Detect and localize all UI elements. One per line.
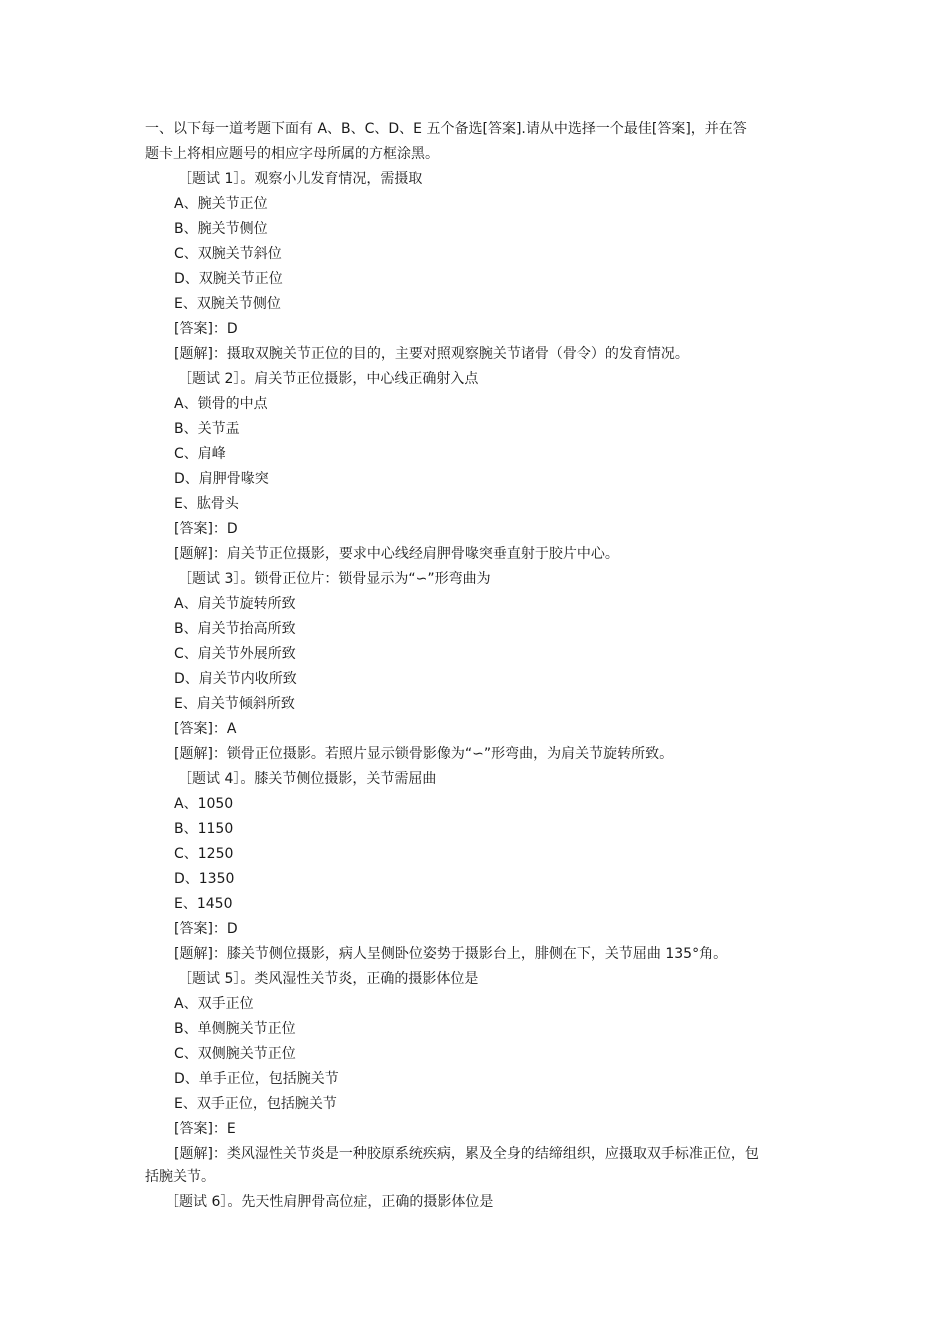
intro-line-1: 一、以下每一道考题下面有 A、B、C、D、E 五个备选[答案].请从中选择一个最佳[答案]，并在答 [145,121,747,137]
question-4-option-d: D、1350 [174,871,235,887]
question-2-answer: [答案]：D [174,521,238,537]
question-1-option-d: D、双腕关节正位 [174,271,283,287]
question-1-answer: [答案]：D [174,321,238,337]
question-2-stem: ［题试 2］。肩关节正位摄影，中心线正确射入点 [178,371,479,387]
question-1-option-e: E、双腕关节侧位 [174,296,281,312]
question-2-option-c: C、肩峰 [174,446,226,462]
question-4-explanation: [题解]：膝关节侧位摄影，病人呈侧卧位姿势于摄影台上，腓侧在下，关节屈曲 135°角。 [174,946,728,962]
question-1-option-b: B、腕关节侧位 [174,221,268,237]
question-3-option-b: B、肩关节抬高所致 [174,621,296,637]
question-5-option-b: B、单侧腕关节正位 [174,1021,296,1037]
question-5-answer: [答案]：E [174,1121,236,1137]
question-1-stem: ［题试 1］。观察小儿发育情况，需摄取 [178,171,423,187]
question-5-explanation-cont: 括腕关节。 [145,1169,215,1185]
question-3-option-a: A、肩关节旋转所致 [174,596,296,612]
question-5-option-c: C、双侧腕关节正位 [174,1046,296,1062]
question-4-option-c: C、1250 [174,846,234,862]
question-3-answer: [答案]：A [174,721,237,737]
question-5-option-a: A、双手正位 [174,996,254,1012]
question-3-option-c: C、肩关节外展所致 [174,646,296,662]
question-2-option-e: E、肱骨头 [174,496,239,512]
question-5-option-d: D、单手正位，包括腕关节 [174,1071,339,1087]
question-3-option-d: D、肩关节内收所致 [174,671,297,687]
question-3-stem: ［题试 3］。锁骨正位片：锁骨显示为“∽”形弯曲为 [178,571,491,587]
question-1-option-c: C、双腕关节斜位 [174,246,282,262]
question-1-option-a: A、腕关节正位 [174,196,268,212]
question-6-stem: ［题试 6］。先天性肩胛骨高位症，正确的摄影体位是 [165,1194,494,1210]
question-2-option-a: A、锁骨的中点 [174,396,268,412]
question-4-stem: ［题试 4］。膝关节侧位摄影，关节需屈曲 [178,771,437,787]
question-5-option-e: E、双手正位，包括腕关节 [174,1096,337,1112]
question-3-option-e: E、肩关节倾斜所致 [174,696,295,712]
question-2-option-d: D、肩胛骨喙突 [174,471,269,487]
question-1-explanation: [题解]：摄取双腕关节正位的目的，主要对照观察腕关节诸骨（骨令）的发育情况。 [174,346,689,362]
question-4-option-a: A、1050 [174,796,234,812]
question-2-option-b: B、关节盂 [174,421,240,437]
question-4-answer: [答案]：D [174,921,238,937]
question-5-explanation: [题解]：类风湿性关节炎是一种胶原系统疾病，累及全身的结缔组织，应摄取双手标准正位，包 [174,1146,759,1162]
question-4-option-e: E、1450 [174,896,233,912]
question-3-explanation: [题解]：锁骨正位摄影。若照片显示锁骨影像为“∽”形弯曲，为肩关节旋转所致。 [174,746,674,762]
question-5-stem: ［题试 5］。类风湿性关节炎，正确的摄影体位是 [178,971,479,987]
question-2-explanation: [题解]：肩关节正位摄影，要求中心线经肩胛骨喙突垂直射于胶片中心。 [174,546,619,562]
intro-line-2: 题卡上将相应题号的相应字母所属的方框涂黑。 [145,146,439,162]
question-4-option-b: B、1150 [174,821,234,837]
